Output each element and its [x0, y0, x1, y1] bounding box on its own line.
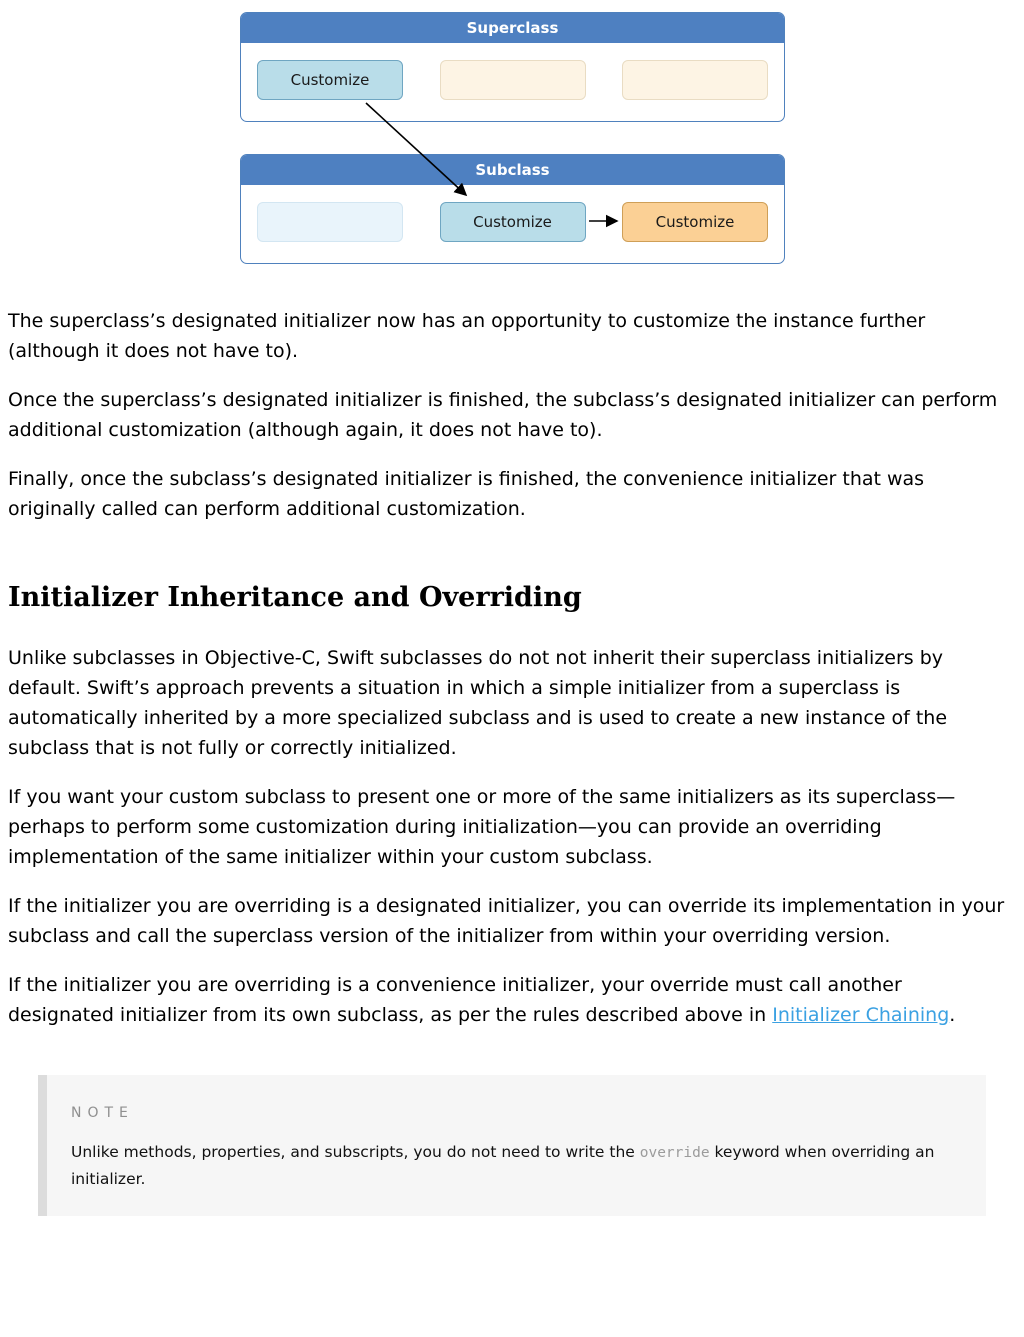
paragraph-convenience-override-text: If the initializer you are overriding is a convenience initializer, your override must call another designated initializer from its own subclass, as per the rules described above in [8, 974, 902, 1026]
subclass-panel [240, 154, 785, 264]
note-text [71, 1139, 958, 1192]
superclass-panel [240, 12, 785, 122]
paragraph-designated-override: If the initializer you are overriding is a designated initializer, you can override its implementation in your subclass and call the superclass version of the initializer from within your overriding version. [8, 895, 1005, 947]
superclass-empty-box-1 [440, 60, 586, 100]
superclass-empty-box-2 [622, 60, 768, 100]
paragraph-convenience-override [8, 970, 1012, 1030]
section-heading-initializer-inheritance: Initializer Inheritance and Overriding [8, 582, 582, 613]
document-body [0, 306, 1024, 1216]
initializer-chaining-link[interactable]: Initializer Chaining [772, 1004, 950, 1026]
paragraph-overriding-implementation: If you want your custom subclass to present one or more of the same initializers as its superclass—perhaps to perform some customization during initialization—you can provide an overriding implementation of the same initializer within your custom subclass. [8, 786, 956, 868]
subclass-panel-body [241, 185, 784, 263]
override-keyword-code: override [639, 1145, 710, 1161]
note-text-after: keyword when overriding an initializer. [71, 1143, 935, 1188]
superclass-title: Superclass [241, 13, 784, 43]
note-label: NOTE [71, 1105, 134, 1121]
subclass-empty-box [257, 202, 403, 242]
superclass-customize-box: Customize [257, 60, 403, 100]
initializer-delegation-diagram [240, 12, 785, 264]
subclass-customize-box: Customize [440, 202, 586, 242]
subclass-convenience-customize-box: Customize [622, 202, 768, 242]
paragraph-no-default-inheritance: Unlike subclasses in Objective-C, Swift subclasses do not not inherit their superclass initializers by default. Swift’s approach prevents a situation in which a simple initializer from a superclass is automatically inherited by a more specialized subclass and is used to create a new instance of the subclass that is not fully or correctly initialized. [8, 647, 948, 759]
note-text-before: Unlike methods, properties, and subscripts, you do not need to write the [71, 1143, 640, 1161]
paragraph-convenience-override-period: . [949, 1004, 956, 1026]
paragraph-superclass-opportunity: The superclass’s designated initializer now has an opportunity to customize the instance further (although it does not have to). [8, 310, 926, 362]
paragraph-convenience-customization: Finally, once the subclass’s designated initializer is finished, the convenience initializer that was originally called can perform additional customization. [8, 468, 925, 520]
paragraph-subclass-customization: Once the superclass’s designated initializer is finished, the subclass’s designated initializer can perform additional customization (although again, it does not have to). [8, 389, 998, 441]
note-box [38, 1075, 986, 1216]
subclass-title: Subclass [241, 155, 784, 185]
superclass-panel-body [241, 43, 784, 121]
